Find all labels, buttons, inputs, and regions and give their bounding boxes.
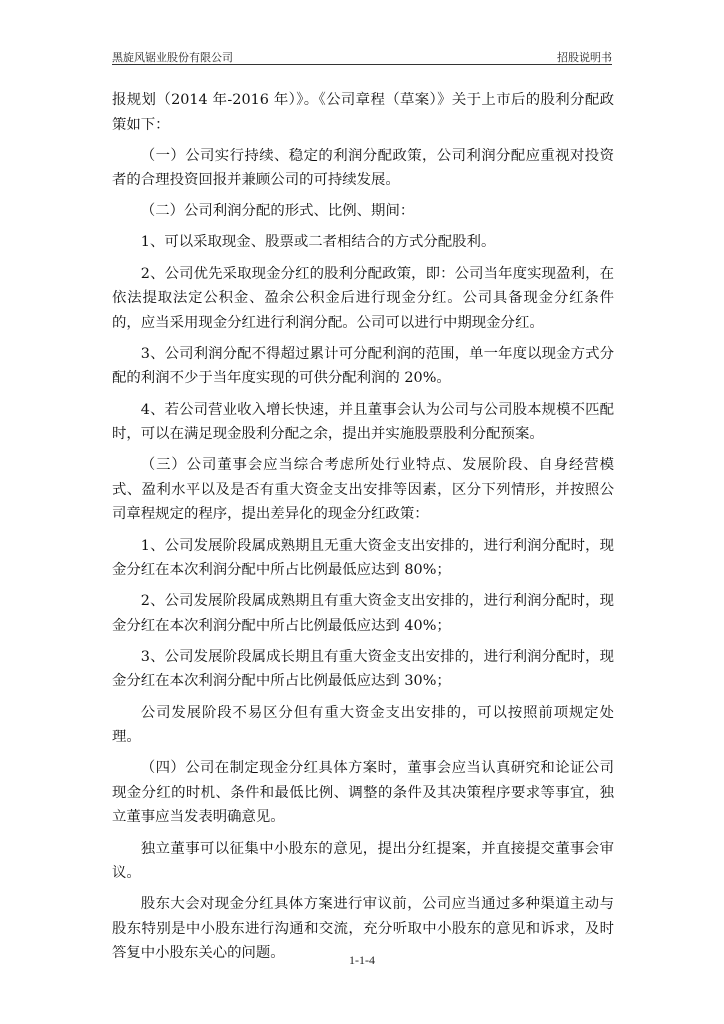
paragraph-case-1: 1、公司发展阶段属成熟期且无重大资金支出安排的，进行利润分配时，现金分红在本次利润分配中所占比例最低应达到 80%； <box>112 537 614 579</box>
paragraph-shareholders-meeting: 股东大会对现金分红具体方案进行审议前，公司应当通过多种渠道主动与股东特别是中小股东进行沟通和交流，充分听取中小股东的意见和诉求，及时答复中小股东关心的问题。 <box>112 896 614 962</box>
paragraph-item-2: 2、公司优先采取现金分红的股利分配政策，即：公司当年度实现盈利，在依法提取法定公积金、盈余公积金后进行现金分红。公司具备现金分红条件的，应当采用现金分红进行利润分配。公司可以进行中期现金分红。 <box>112 265 614 331</box>
header-divider <box>112 64 612 65</box>
paragraph-item-1: 1、可以采取现金、股票或二者相结合的方式分配股利。 <box>140 234 496 251</box>
paragraph-case-other: 公司发展阶段不易区分但有重大资金支出安排的，可以按照前项规定处理。 <box>112 704 614 746</box>
paragraph-policy-4: （四）公司在制定现金分红具体方案时，董事会应当认真研究和论证公司现金分红的时机、条件和最低比例、调整的条件及其决策程序要求等事宜，独立董事应当发表明确意见。 <box>112 760 614 826</box>
paragraph-item-3: 3、公司利润分配不得超过累计可分配利润的范围，单一年度以现金方式分配的利润不少于当年度实现的可供分配利润的 20%。 <box>112 345 614 387</box>
paragraph-case-2: 2、公司发展阶段属成熟期且有重大资金支出安排的，进行利润分配时，现金分红在本次利润分配中所占比例最低应达到 40%； <box>112 593 614 634</box>
paragraph-policy-1: （一）公司实行持续、稳定的利润分配政策，公司利润分配应重视对投资者的合理投资回报并兼顾公司的可持续发展。 <box>112 147 614 189</box>
paragraph-intro: 报规划（2014 年-2016 年）》。《公司章程（草案）》关于上市后的股利分配政策如下： <box>112 92 614 133</box>
paragraph-policy-3: （三）公司董事会应当综合考虑所处行业特点、发展阶段、自身经营模式、盈利水平以及是否有重大资金支出安排等因素，区分下列情形，并按照公司章程规定的程序，提出差异化的现金分红政策： <box>112 457 614 523</box>
document-body <box>112 88 614 973</box>
paragraph-policy-2-heading: （二）公司利润分配的形式、比例、期间： <box>140 203 415 220</box>
paragraph-case-3: 3、公司发展阶段属成长期且有重大资金支出安排的，进行利润分配时，现金分红在本次利润分配中所占比例最低应达到 30%； <box>112 648 614 690</box>
page-number: 1-1-4 <box>349 953 375 967</box>
paragraph-independent-directors: 独立董事可以征集中小股东的意见，提出分红提案，并直接提交董事会审议。 <box>112 840 614 882</box>
paragraph-item-4: 4、若公司营业收入增长快速，并且董事会认为公司与公司股本规模不匹配时，可以在满足现金股利分配之余，提出并实施股票股利分配预案。 <box>112 401 614 443</box>
header-document-type: 招股说明书 <box>557 51 612 64</box>
header-company-name: 黑旋风锯业股份有限公司 <box>112 51 233 64</box>
